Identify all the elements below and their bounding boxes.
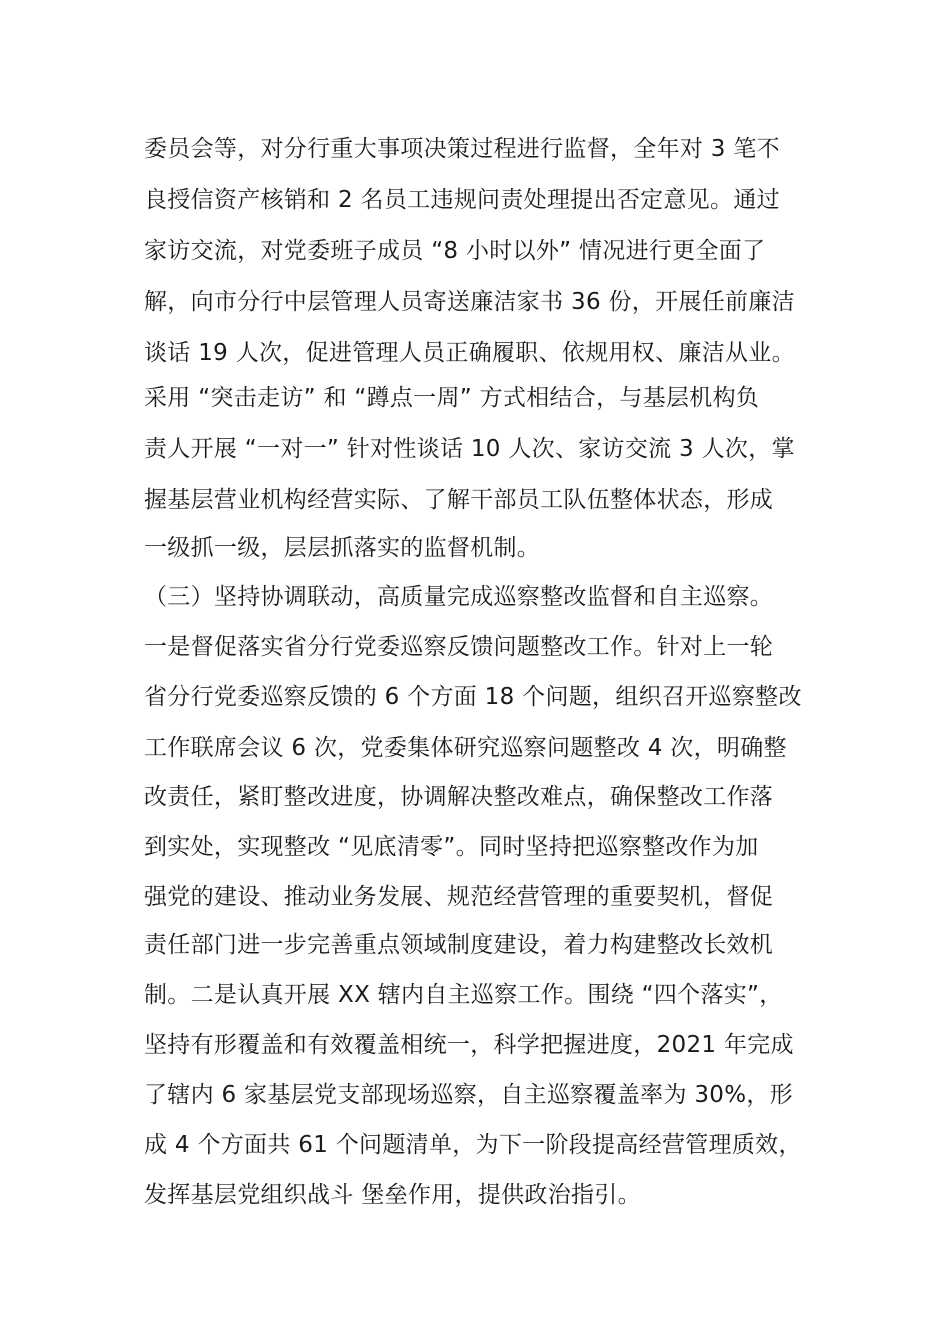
text-line: 谈话 19 人次，促进管理人员正确履职、依规用权、廉洁从业。 — [144, 340, 795, 366]
text-line: 解，向市分行中层管理人员寄送廉洁家书 36 份，开展任前廉洁 — [144, 289, 795, 315]
text-line: 责任部门进一步完善重点领域制度建设，着力构建整改长效机 — [144, 932, 774, 958]
text-line: 省分行党委巡察反馈的 6 个方面 18 个问题，组织召开巡察整改 — [144, 684, 802, 710]
text-line: 了辖内 6 家基层党支部现场巡察，自主巡察覆盖率为 30%，形 — [144, 1082, 793, 1108]
text-line: 采用 “突击走访” 和 “蹲点一周” 方式相结合，与基层机构负 — [144, 385, 760, 411]
text-line: 改责任，紧盯整改进度，协调解决整改难点，确保整改工作落 — [144, 784, 774, 810]
text-line: 成 4 个方面共 61 个问题清单，为下一阶段提高经营管理质效， — [144, 1132, 802, 1158]
text-line: 坚持有形覆盖和有效覆盖相统一，科学把握进度，2021 年完成 — [144, 1032, 794, 1058]
text-line: 一级抓一级，层层抓落实的监督机制。 — [144, 535, 541, 561]
text-line: 工作联席会议 6 次，党委集体研究巡察问题整改 4 次，明确整 — [144, 735, 787, 761]
section-heading: （三）坚持协调联动，高质量完成巡察整改监督和自主巡察。 — [144, 584, 774, 610]
text-line: 一是督促落实省分行党委巡察反馈问题整改工作。针对上一轮 — [144, 634, 774, 660]
text-line: 制。二是认真开展 XX 辖内自主巡察工作。围绕 “四个落实”， — [144, 982, 783, 1008]
text-line: 家访交流，对党委班子成员 “8 小时以外” 情况进行更全面了 — [144, 238, 766, 264]
text-line: 强党的建设、推动业务发展、规范经营管理的重要契机，督促 — [144, 884, 774, 910]
text-line: 握基层营业机构经营实际、了解干部员工队伍整体状态，形成 — [144, 487, 774, 513]
text-line: 发挥基层党组织战斗 堡垒作用，提供政治指引。 — [144, 1182, 641, 1208]
text-line: 委员会等，对分行重大事项决策过程进行监督，全年对 3 笔不 — [144, 136, 780, 162]
text-line: 到实处，实现整改 “见底清零”。同时坚持把巡察整改作为加 — [144, 834, 759, 860]
text-line: 良授信资产核销和 2 名员工违规问责处理提出否定意见。通过 — [144, 187, 780, 213]
text-line: 责人开展 “一对一” 针对性谈话 10 人次、家访交流 3 人次，掌 — [144, 436, 795, 462]
